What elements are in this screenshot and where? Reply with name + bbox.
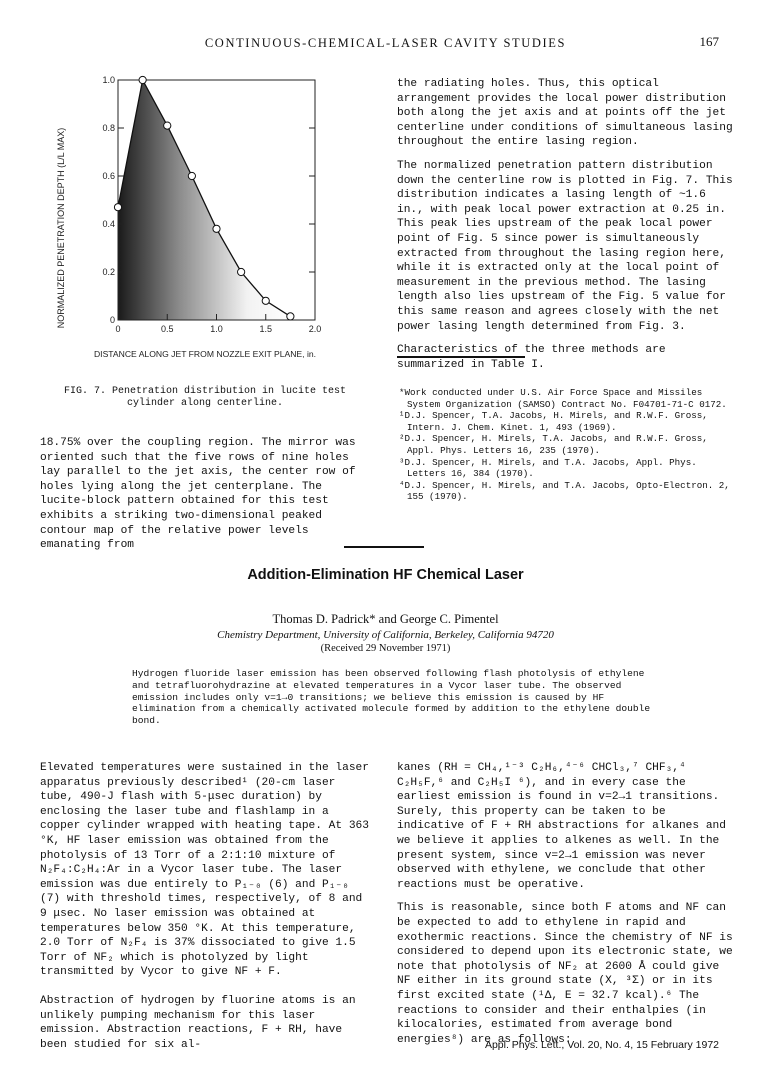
article-title: Addition-Elimination HF Chemical Laser <box>247 567 524 583</box>
left-column-upper <box>40 436 374 562</box>
data-point <box>139 76 146 83</box>
article-right-column <box>397 761 735 1056</box>
article-affiliation: Chemistry Department, University of California, Berkeley, California 94720 <box>217 629 554 641</box>
data-point <box>188 172 195 179</box>
article-left-paragraph-2: Abstraction of hydrogen by fluorine atoms is an unlikely pumping mechanism for this laser emission. Abstraction reactions, F + RH, have been studied for six al- <box>40 994 356 1051</box>
data-point <box>164 122 171 129</box>
y-tick-label: 0.2 <box>102 267 115 277</box>
footnote-rule <box>397 356 525 358</box>
right-paragraph-2: The normalized penetration pattern distribution down the centerline row is plotted in Fig. 7. This distribution indicates a lasing length of ~1.6 in., with peak local power extraction at 0.25 in. This peak lies upstream of the peak local power point of Fig. 5 since power is simultaneously extracted from throughout the lasing region here, while it is extracted only at the local point of measurement in the previous method. The lasing length also lies upstream of the Fig. 5 value for this same reason and agrees closely with the net power lasing length determined from Fig. 3. <box>397 159 733 333</box>
penetration-chart <box>40 68 370 368</box>
article-abstract: Hydrogen fluoride laser emission has been observed following flash photolysis of ethylene and tetrafluorohydrazine at elevated temperatures in a Vycor laser tube. The observed emission includes only v=1→0 transitions; we believe this emission is caused by HF elimination from a chemically activated molecule formed by addition to the ethylene double bond. <box>132 668 651 727</box>
footnote-star: *Work conducted under U.S. Air Force Space and Missiles System Organization (SAMSO) Contract No. F04701-71-C 0172. <box>399 387 727 410</box>
x-tick-label: 1.0 <box>210 324 223 334</box>
right-paragraph-3: Characteristics of the three methods are summarized in Table I. <box>397 344 666 371</box>
article-left-paragraph-1: Elevated temperatures were sustained in the laser apparatus previously described¹ (20-cm laser tube, 490-J flash with 5-μsec duration) by enclosing the laser tube and flashlamp in a copper cylinder wrapped with heating tape. At 363 °K, HF laser emission was obtained from the photolysis of 13 Torr of a 2:1:10 mixture of N₂F₄:C₂H₄:Ar in a Vycor laser tube. The laser emission was due entirely to P₁₋₀ (6) and P₁₋₀ (7) with threshold times, respectively, of 8 and 9 μsec. No laser emission was obtained at temperatures below 350 °K. At this temperature, 2.0 Torr of N₂F₄ is 37% dissociated to give 1.5 Torr of NF₂ which is photolyzed by light transmitted by Vycor to give NF + F. <box>40 762 369 979</box>
shaded-area <box>118 80 290 320</box>
footnote-2: ²D.J. Spencer, H. Mirels, T.A. Jacobs, and R.W.F. Gross, Appl. Phys. Letters 16, 235 (1970). <box>399 433 708 456</box>
data-point <box>213 225 220 232</box>
data-point <box>238 268 245 275</box>
figure-caption: FIG. 7. Penetration distribution in lucite test cylinder along centerline. <box>63 386 347 409</box>
article-right-paragraph-1: kanes (RH = CH₄,¹⁻³ C₂H₆,⁴⁻⁶ CHCl₃,⁷ CHF₃,⁴ C₂H₅F,⁶ and C₂H₅I ⁶), and in every case the earliest emission is found in v=2→1 transitions. Surely, this property can be taken to be indicative of F + RH abstractions for alkanes and we believe it applies to alkenes as well. In the present system, since v=2→1 emission was never observed with ethylene, we conclude that other reactions must be operative. <box>397 762 726 891</box>
x-tick-label: 1.5 <box>259 324 273 334</box>
left-paragraph: 18.75% over the coupling region. The mirror was oriented such that the five rows of nine holes lay parallel to the jet axis, the center row of holes lying along the jet centerplane. The lucite-block pattern obtained for this test exhibits a striking two-dimensional peaked contour map of the relative power levels emanating from <box>40 437 356 552</box>
journal-footer: Appl. Phys. Lett., Vol. 20, No. 4, 15 February 1972 <box>484 1039 719 1051</box>
y-axis-label: NORMALIZED PENETRATION DEPTH (L/L MAX) <box>56 127 66 329</box>
y-tick-label: 0.8 <box>102 123 115 133</box>
footnote-3: ³D.J. Spencer, H. Mirels, and T.A. Jacobs, Appl. Phys. Letters 16, 384 (1970). <box>399 456 697 480</box>
footnote-4: ⁴D.J. Spencer, H. Mirels, and T.A. Jacobs, Opto-Electron. 2, 155 (1970). <box>399 479 730 503</box>
running-head: CONTINUOUS-CHEMICAL-LASER CAVITY STUDIES <box>204 36 567 50</box>
data-point <box>287 313 294 320</box>
article-received: (Received 29 November 1971) <box>320 643 451 654</box>
x-tick-label: 0 <box>115 324 121 334</box>
article-left-column <box>40 761 374 1061</box>
y-tick-label: 0 <box>109 315 115 325</box>
data-point <box>262 297 269 304</box>
page-number: 167 <box>699 34 719 49</box>
article-authors: Thomas D. Padrick* and George C. Pimentel <box>272 612 499 626</box>
x-axis-label: DISTANCE ALONG JET FROM NOZZLE EXIT PLANE, in. <box>93 349 317 359</box>
x-tick-label: 2.0 <box>308 324 322 334</box>
right-column-upper <box>397 77 735 381</box>
data-point <box>114 204 121 211</box>
y-tick-label: 0.4 <box>102 219 115 229</box>
article-right-paragraph-2: This is reasonable, since both F atoms and NF can be expected to add to ethylene in rapid and exothermic reactions. Since the chemistry of NF is considered to depend upon its electronic state, we note that photolysis of NF₂ at 2600 Å could give NF either in its ground state (X, ³Σ) or in its first excited state (¹Δ, E = 32.7 kcal).⁶ The reactions to consider and their enthalpies (in kilocalories, estimated from average bond energies⁸) are as follows: <box>397 902 733 1046</box>
footnote-1: ¹D.J. Spencer, T.A. Jacobs, H. Mirels, and R.W.F. Gross, Intern. J. Chem. Kinet. 1, 493 (1969). <box>399 410 708 433</box>
y-tick-label: 0.6 <box>102 171 115 181</box>
y-tick-label: 1.0 <box>102 75 115 85</box>
footnotes <box>397 387 735 503</box>
article-separator <box>344 546 424 548</box>
figure-7 <box>40 68 370 368</box>
x-tick-label: 0.5 <box>160 324 174 334</box>
right-paragraph-1: the radiating holes. Thus, this optical arrangement provides the local power distribution both along the jet axis and at points off the jet centerline under conditions of simultaneous lasing throughout the entire lasing region. <box>397 78 733 149</box>
